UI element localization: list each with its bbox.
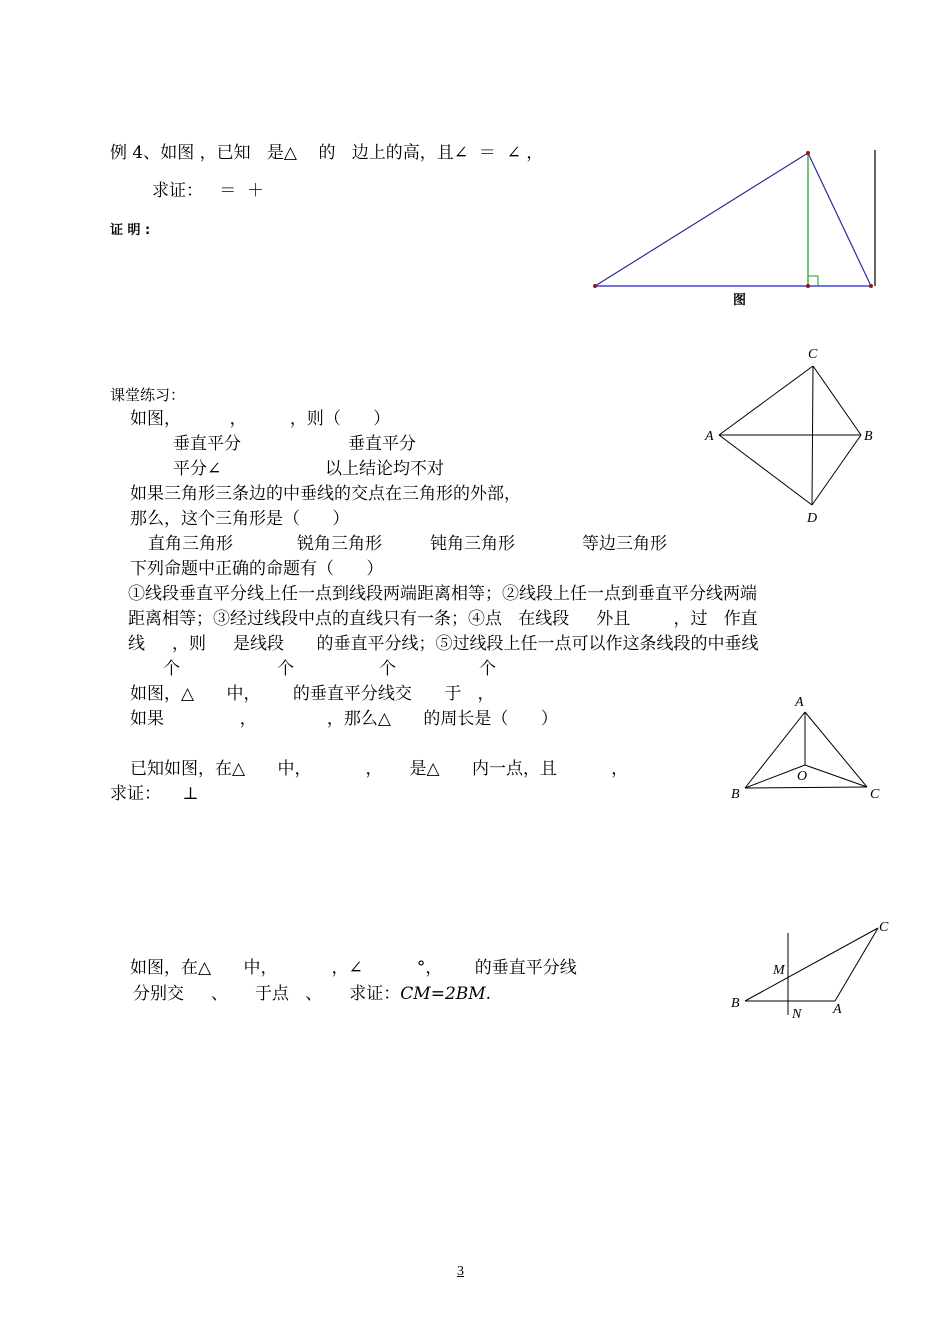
q1-option-d: 以上结论均不对 [325, 459, 444, 479]
fig3-edge [745, 787, 867, 788]
fig1-right-side [808, 153, 871, 286]
figure-2-kite [700, 340, 885, 530]
fig2-label: A [705, 429, 714, 444]
q1-option-b: 垂直平分 [348, 434, 416, 454]
figure-4-triangle [725, 915, 900, 1025]
example4-prove: 求证： ＝ ＋ [152, 181, 265, 201]
q4-line1: 如图，△ 中， 的垂直平分线交 于 ， [130, 684, 495, 704]
fig2-label: B [864, 429, 873, 444]
q2-option: 钝角三角形 [430, 534, 515, 554]
example4-line1: 例 4、如图 ，已知 是△ 的 边上的高，且∠ ＝ ∠ ， [110, 143, 544, 163]
fig4-label: A [833, 1002, 842, 1017]
q2-option: 直角三角形 [148, 534, 233, 554]
fig4-label: N [792, 1007, 802, 1022]
fig1-point [869, 284, 873, 288]
q3-option: 个 [379, 659, 396, 679]
fig2-edge [813, 366, 861, 435]
fig1-point [806, 151, 810, 155]
q4-line2: 如果 ， ，那么△ 的周长是（ ） [130, 709, 558, 729]
page-number: 3 [457, 1264, 464, 1279]
figure-1-right-triangle [585, 140, 885, 315]
q6-equation: CM=2BM. [400, 984, 492, 1004]
q2-line2: 那么，这个三角形是（ ） [130, 509, 350, 529]
fig1-right-angle-mark [808, 276, 818, 286]
q3-option: 个 [163, 659, 180, 679]
fig3-label: A [795, 695, 804, 710]
q1-option-c: 平分∠ [173, 459, 222, 479]
fig4-label: M [773, 963, 785, 978]
fig4-edge [835, 928, 878, 1001]
fig3-label: C [870, 787, 880, 802]
practice-title: 课堂练习： [110, 386, 186, 404]
fig1-point [593, 284, 597, 288]
q3-line1: ①线段垂直平分线上任一点到线段两端距离相等；②线段上任一点到垂直平分线两端 [128, 584, 757, 604]
q3-line3: 线 ，则 是线段 的垂直平分线；⑤过线段上任一点可以作这条线段的中垂线 [128, 634, 759, 654]
q3-option: 个 [479, 659, 496, 679]
figure-3-triangle [725, 690, 890, 810]
fig2-edge [812, 435, 861, 505]
fig4-edge [745, 928, 878, 1001]
fig2-label: C [808, 347, 818, 362]
fig1-point [806, 284, 810, 288]
q2-option: 锐角三角形 [297, 534, 382, 554]
q3-line2: 距离相等；③经过线段中点的直线只有一条；④点 在线段 外且 ，过 作直 [128, 609, 758, 629]
fig4-label: B [731, 996, 740, 1011]
fig3-label: O [797, 769, 808, 784]
fig2-label: D [807, 511, 818, 526]
q5-line1: 已知如图，在△ 中， ， 是△ 内一点，且 ， [130, 759, 629, 779]
fig1-caption: 图 [733, 293, 747, 308]
q6-line1: 如图，在△ 中， ，∠ °， 的垂直平分线 [130, 958, 577, 978]
fig2-edge [719, 366, 813, 435]
q5-line2: 求证： ⊥ [110, 784, 199, 804]
fig2-edge [719, 435, 812, 505]
q3-option: 个 [277, 659, 294, 679]
fig3-label: B [731, 787, 740, 802]
proof-label: 证 明 : [110, 223, 151, 238]
q3-stem: 下列命题中正确的命题有（ ） [130, 559, 384, 579]
fig4-label: C [879, 920, 889, 935]
q6-line2-text: 分别交 、 于点 、 求证： [133, 984, 401, 1004]
q2-line1: 如果三角形三条边的中垂线的交点在三角形的外部， [130, 484, 521, 504]
q6-line2 [133, 984, 491, 1004]
q1-option-a: 垂直平分 [173, 434, 241, 454]
q1-stem: 如图， ， ，则（ ） [130, 409, 391, 429]
fig1-hypotenuse [595, 153, 808, 286]
fig2-diagonal [812, 366, 813, 505]
q2-option: 等边三角形 [582, 534, 667, 554]
